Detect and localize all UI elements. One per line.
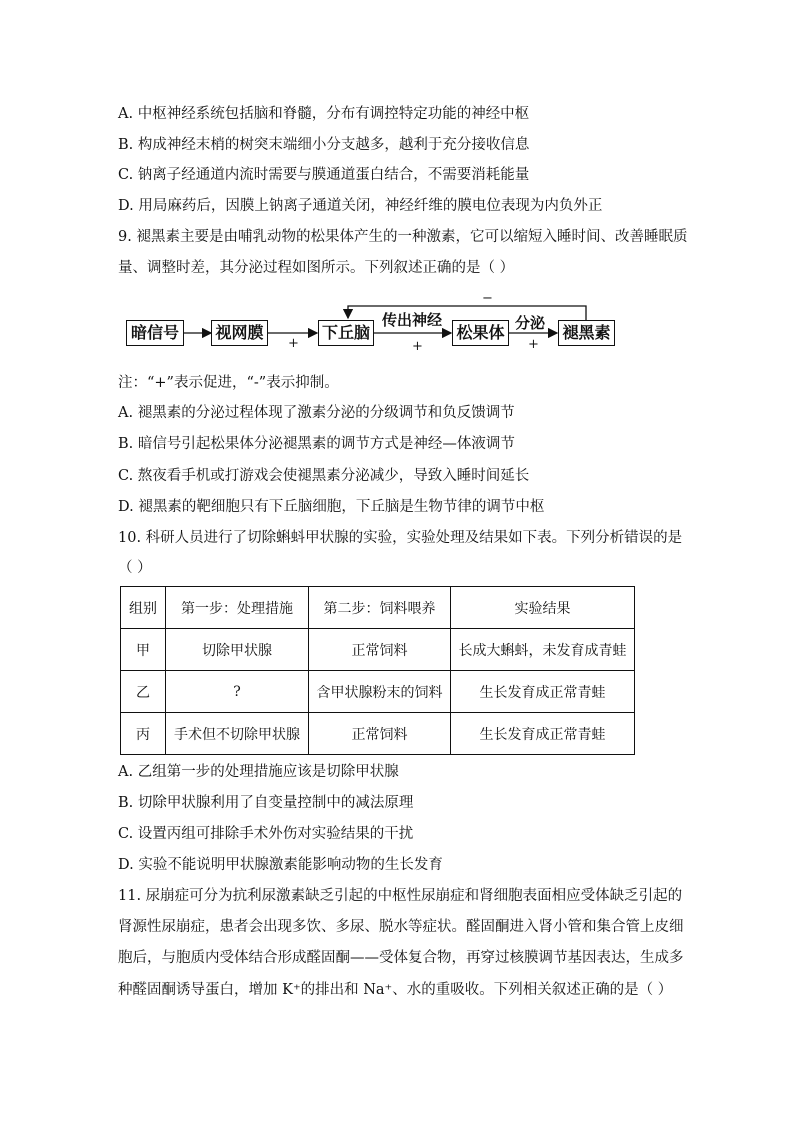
q8-option-a: A. 中枢神经系统包括脑和脊髓，分布有调控特定功能的神经中枢 <box>118 106 530 122</box>
q11-line4: 种醛固酮诱导蛋白，增加 K⁺的排出和 Na⁺、水的重吸收。下列相关叙述正确的是（ ） <box>118 982 673 998</box>
q9-option-a: A. 褪黑素的分泌过程体现了激素分泌的分级调节和负反馈调节 <box>118 405 515 421</box>
minus-sign: − <box>482 291 493 306</box>
q8-option-d: D. 用局麻药后，因膜上钠离子通道关闭，神经纤维的膜电位表现为内负外正 <box>118 198 603 214</box>
q9-flow-diagram <box>118 292 628 362</box>
plus-sign-1: + <box>288 336 299 351</box>
node-melatonin: 褪黑素 <box>558 320 615 346</box>
table-cell: 乙 <box>121 671 166 713</box>
table-cell: 切除甲状腺 <box>166 629 309 671</box>
table-header-cell: 第二步：饲料喂养 <box>309 587 451 629</box>
node-pineal: 松果体 <box>452 320 509 346</box>
node-retina: 视网膜 <box>211 320 268 346</box>
table-row <box>121 629 635 671</box>
table-cell: 生长发育成正常青蛙 <box>451 713 635 755</box>
q8-option-c: C. 钠离子经通道内流时需要与膜通道蛋白结合，不需要消耗能量 <box>118 167 530 183</box>
table-cell: 手术但不切除甲状腺 <box>166 713 309 755</box>
table-header-cell: 实验结果 <box>451 587 635 629</box>
table-cell: 长成大蝌蚪，未发育成青蛙 <box>451 629 635 671</box>
q9-stem-line1: 9. 褪黑素主要是由哺乳动物的松果体产生的一种激素，它可以缩短入睡时间、改善睡眠质 <box>118 229 688 245</box>
q10-stem-line1: 10. 科研人员进行了切除蝌蚪甲状腺的实验，实验处理及结果如下表。下列分析错误的是 <box>118 530 683 546</box>
q9-option-d: D. 褪黑素的靶细胞只有下丘脑细胞，下丘脑是生物节律的调节中枢 <box>118 499 545 515</box>
table-cell: 含甲状腺粉末的饲料 <box>309 671 451 713</box>
table-cell: 甲 <box>121 629 166 671</box>
q10-option-c: C. 设置丙组可排除手术外伤对实验结果的干扰 <box>118 826 414 842</box>
q10-stem-line2: （ ） <box>118 560 152 576</box>
table-header-cell: 第一步：处理措施 <box>166 587 309 629</box>
table-row <box>121 671 635 713</box>
q9-note: 注：“+”表示促进，“-”表示抑制。 <box>118 375 339 391</box>
table-cell: ? <box>166 671 309 713</box>
q9-option-b: B. 暗信号引起松果体分泌褪黑素的调节方式是神经—体液调节 <box>118 436 515 452</box>
table-header-cell: 组别 <box>121 587 166 629</box>
table-cell: 生长发育成正常青蛙 <box>451 671 635 713</box>
table-header-row <box>121 587 635 629</box>
table-cell: 正常饲料 <box>309 713 451 755</box>
node-hypothalamus: 下丘脑 <box>318 320 374 346</box>
table-cell: 丙 <box>121 713 166 755</box>
q9-option-c: C. 熬夜看手机或打游戏会使褪黑素分泌减少，导致入睡时间延长 <box>118 468 530 484</box>
label-efferent-nerve: 传出神经 <box>382 311 443 329</box>
plus-sign-2: + <box>412 339 423 354</box>
q9-stem-line2: 量、调整时差，其分泌过程如图所示。下列叙述正确的是（ ） <box>118 260 515 276</box>
table-cell: 正常饲料 <box>309 629 451 671</box>
q10-option-a: A. 乙组第一步的处理措施应该是切除甲状腺 <box>118 764 399 780</box>
q11-line1: 11. 尿崩症可分为抗利尿激素缺乏引起的中枢性尿崩症和肾细胞表面相应受体缺乏引起的 <box>118 888 683 904</box>
q10-option-b: B. 切除甲状腺利用了自变量控制中的减法原理 <box>118 795 414 811</box>
q10-option-d: D. 实验不能说明甲状腺激素能影响动物的生长发育 <box>118 857 443 873</box>
node-dark-signal: 暗信号 <box>126 320 184 346</box>
q11-line3: 胞后，与胞质内受体结合形成醛固酮——受体复合物，再穿过核膜调节基因表达，生成多 <box>118 950 684 966</box>
label-secrete: 分泌 <box>515 314 546 332</box>
q8-option-b: B. 构成神经末梢的树突末端细小分支越多，越利于充分接收信息 <box>118 137 530 153</box>
q10-experiment-table <box>120 586 635 755</box>
plus-sign-3: + <box>528 337 539 352</box>
q11-line2: 肾源性尿崩症，患者会出现多饮、多尿、脱水等症状。醛固酮进入肾小管和集合管上皮细 <box>118 919 684 935</box>
table-row <box>121 713 635 755</box>
